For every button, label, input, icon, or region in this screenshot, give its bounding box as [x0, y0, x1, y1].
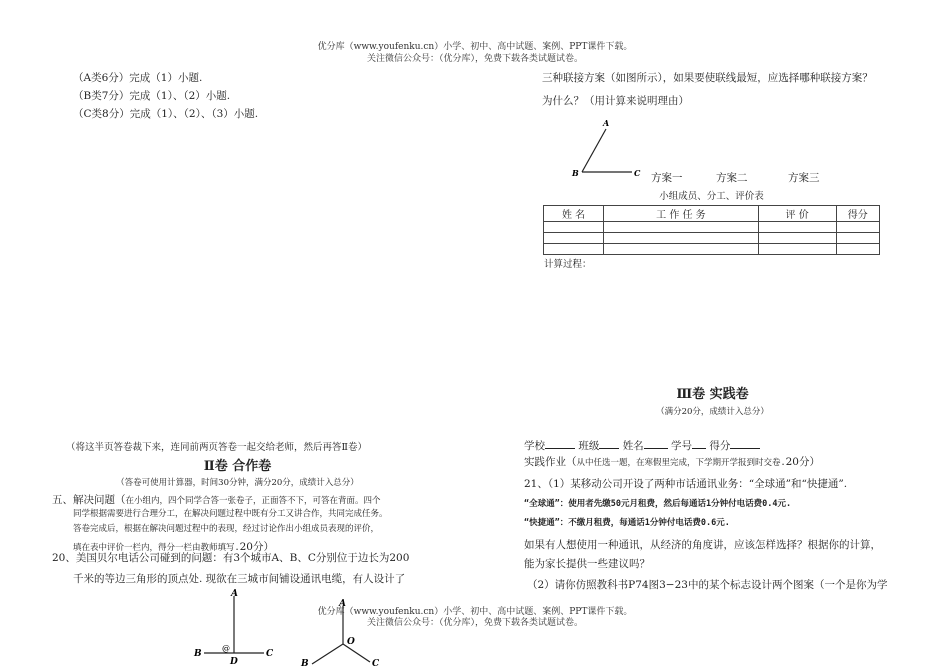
table-cell[interactable]	[758, 222, 836, 233]
q20-line-2: 千米的等边三角形的顶点处. 现欲在三城市间铺设通讯电缆，有人设计了	[73, 573, 406, 585]
section-3-title: Ⅲ卷 实践卷	[676, 387, 749, 402]
table-header-row	[544, 206, 880, 222]
plan-two-label: 方案二	[716, 172, 748, 184]
q5-heading	[52, 492, 381, 507]
section-3-subtitle: （满分20分，成绩计入总分）	[656, 407, 769, 417]
table-cell[interactable]	[544, 244, 604, 255]
q5-instruction-3: 答卷完成后，根据在解决问题过程中的表现，经过讨论作出小组成员表现的评价，	[73, 524, 380, 534]
table-cell[interactable]	[544, 222, 604, 233]
student-id-label: 学号	[671, 440, 693, 452]
label-d: D	[230, 657, 238, 667]
evaluation-table	[543, 205, 880, 255]
table-cell[interactable]	[758, 244, 836, 255]
cut-note: （将这半页答卷裁下来，连同前两页答卷一起交给老师，然后再答Ⅱ卷）	[66, 442, 367, 453]
label-b: B	[301, 659, 309, 669]
table-row	[544, 222, 880, 233]
header-line-2: 关注微信公众号：（优分库），免费下载各类试题试卷。	[366, 54, 583, 64]
practice-note: 从中任选一题，在寒假里完成，下学期开学报到时交卷.	[576, 458, 786, 468]
table-cell[interactable]	[758, 233, 836, 244]
table-cell[interactable]	[836, 222, 879, 233]
calc-label: 计算过程：	[544, 259, 592, 270]
plan-figure-d	[192, 586, 282, 671]
q21-line-4: 如果有人想使用一种通讯，从经济的角度讲，应该怎样选择？根据你的计算，	[524, 539, 881, 551]
footer-line-1: 优分库（www.youfenku.cn）小学、初中、高中试题、案例、PPT课件下载。	[317, 607, 633, 617]
table-cell[interactable]	[836, 244, 879, 255]
q21-line-1: 21、（1）某移动公司开设了两种市话通讯业务：“全球通”和“快捷通”.	[524, 478, 848, 490]
class-b-text: （B类7分）完成（1）、（2）小题.	[73, 90, 231, 102]
table-cell[interactable]	[604, 233, 759, 244]
school-blank[interactable]	[545, 437, 575, 449]
header-line-1: 优分库（www.youfenku.cn）小学、初中、高中试题、案例、PPT课件下载。	[317, 42, 633, 52]
table-header-name: 姓 名	[544, 206, 604, 222]
q21-line-6: （2）请你仿照教科书P74图3−23中的某个标志设计两个图案（一个是你为学	[527, 579, 888, 591]
table-header-evaluation: 评 价	[758, 206, 836, 222]
right-angle-mark: @	[222, 644, 230, 653]
q5-instruction-2: 同学根据需要进行合理分工，在解决问题过程中既有分工又讲合作，共同完成任务。	[73, 509, 388, 519]
plan-three-label: 方案三	[788, 172, 820, 184]
q5-lead: 五、解决问题（	[52, 494, 126, 506]
section-2-subtitle: （答卷可使用计算器，时间30分钟，满分20分，成绩计入总分）	[116, 478, 359, 488]
table-cell[interactable]	[544, 233, 604, 244]
school-label: 学校	[524, 440, 545, 452]
label-b: B	[572, 168, 579, 178]
student-id-blank[interactable]	[692, 437, 706, 449]
score-blank[interactable]	[730, 437, 760, 449]
name-blank[interactable]	[644, 437, 668, 449]
footer-line-2: 关注微信公众号：（优分库），免费下载各类试题试卷。	[366, 618, 583, 628]
table-cell[interactable]	[604, 222, 759, 233]
q5-score: 20分）	[239, 541, 274, 553]
q21-fast-plan: “快捷通”：不缴月租费，每通话1分钟付电话费0.6元.	[524, 518, 730, 528]
table-header-score: 得分	[836, 206, 879, 222]
label-a: A	[603, 118, 610, 128]
practice-lead: 实践作业（	[524, 456, 577, 468]
student-info-row	[524, 437, 760, 453]
table-cell[interactable]	[604, 244, 759, 255]
label-c: C	[634, 168, 641, 178]
table-header-task: 工 作 任 务	[604, 206, 759, 222]
q21-line-5: 能为家长提供一些建议吗？	[524, 558, 650, 570]
label-c: C	[266, 649, 274, 659]
class-a-text: （A类6分）完成（1）小题.	[73, 72, 203, 84]
label-a: A	[339, 599, 346, 609]
plan-figure-angle	[570, 116, 650, 180]
section-2-title: Ⅱ卷 合作卷	[203, 459, 272, 474]
practice-heading	[524, 454, 820, 469]
q5-instruction-1: 在小组内，四个同学合答一张卷子，正面答不下，可答在背面。四个	[125, 496, 381, 506]
name-label: 姓名	[622, 440, 644, 452]
label-b: B	[194, 649, 202, 659]
class-blank[interactable]	[599, 437, 619, 449]
q21-global-plan: “全球通”：使用者先缴50元月租费，然后每通话1分钟付电话费0.4元.	[524, 499, 792, 509]
q20-line-1: 20、美国贝尔电话公司碰到的问题：有3个城市A、B、C分别位于边长为200	[52, 552, 410, 564]
class-label: 班级	[578, 440, 600, 452]
score-label: 得分	[709, 440, 731, 452]
label-o: O	[347, 637, 355, 647]
plan-one-label: 方案一	[651, 172, 683, 184]
q20-continued-1: 三种联接方案（如图所示），如果要使联线最短，应选择哪种联接方案？	[542, 72, 873, 84]
table-title: 小组成员、分工、评价表	[659, 191, 764, 202]
class-c-text: （C类8分）完成（1）、（2）、（3）小题.	[73, 108, 259, 120]
table-row	[544, 233, 880, 244]
label-c: C	[372, 659, 380, 669]
label-a: A	[231, 589, 238, 599]
table-row	[544, 244, 880, 255]
table-cell[interactable]	[836, 233, 879, 244]
q5-instruction-4: 填在表中评价一栏内，得分一栏由教师填写.	[73, 543, 240, 553]
q20-continued-2: 为什么？（用计算来说明理由）	[542, 95, 689, 107]
practice-score: 20分）	[785, 456, 820, 468]
